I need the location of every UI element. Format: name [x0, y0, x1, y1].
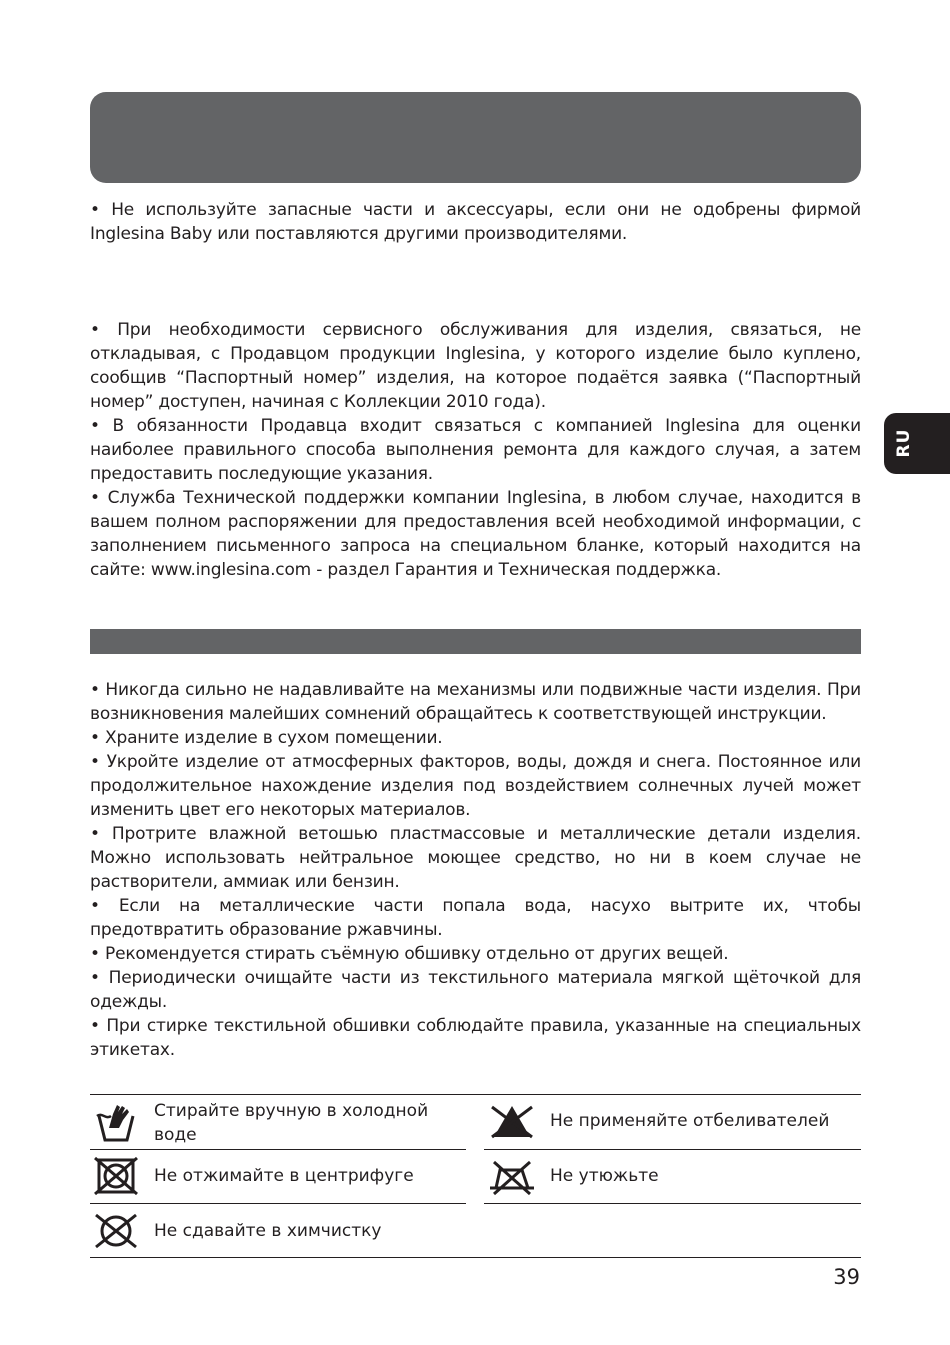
no-dry-clean-icon	[91, 1209, 141, 1253]
paragraph: • Укройте изделие от атмосферных факторов, воды, дождя и снега. Постоянное или продолжительное нахождение изделия под воздействием солнечных лучей может изменить цвет его некоторых материалов.	[90, 752, 861, 820]
paragraph: • Если на металлические части попала вода, насухо вытрите их, чтобы предотвратить образование ржавчины.	[90, 896, 861, 940]
paragraph: • В обязанности Продавца входит связаться с компанией Inglesina для оценки наиболее правильного способа выполнения ремонта для каждого случая, а затем предоставить последующие указания.	[90, 416, 862, 484]
care-label: Стирайте вручную в холодной воде	[154, 1101, 429, 1145]
section-header-bar	[90, 92, 861, 183]
paragraph: • Храните изделие в сухом помещении.	[90, 728, 443, 748]
paragraph: • Никогда сильно не надавливайте на механизмы или подвижные части изделия. При возникновения малейших сомнений обращайтесь к соответствующей инструкции.	[90, 680, 861, 724]
paragraph: • Протрите влажной ветошью пластмассовые и металлические детали изделия. Можно использовать нейтральное моющее средство, но ни в коем случае не растворители, аммиак или бензин.	[90, 824, 861, 892]
no-bleach-icon	[487, 1099, 537, 1143]
care-label: Не утюжьте	[550, 1166, 659, 1186]
paragraph: • Не используйте запасные части и аксессуары, если они не одобрены фирмой Inglesina Baby или поставляются другими производителями.	[90, 200, 861, 244]
hand-wash-icon	[91, 1101, 141, 1145]
table-rule	[90, 1094, 861, 1095]
care-label: Не применяйте отбеливателей	[550, 1111, 830, 1131]
service-section	[90, 318, 861, 582]
care-label: Не отжимайте в центрифуге	[154, 1166, 414, 1186]
paragraph: • При стирке текстильной обшивки соблюдайте правила, указанные на специальных этикетах.	[90, 1016, 861, 1060]
care-label: Не сдавайте в химчистку	[154, 1221, 382, 1241]
maintenance-section	[90, 678, 861, 1062]
care-item-hand-wash	[91, 1099, 464, 1147]
care-item-no-bleach	[487, 1099, 829, 1143]
paragraph: • Периодически очищайте части из текстильного материала мягкой щёточкой для одежды.	[90, 968, 861, 1012]
language-tab-label: RU	[894, 428, 914, 458]
spare-parts-warning	[90, 198, 861, 246]
paragraph: • Служба Технической поддержки компании Inglesina, в любом случае, находится в вашем полном распоряжении для предоставления всей необходимой информации, с заполнением письменного запроса на специальном бланке, который находится на сайте: www.inglesina.com - раздел Гарантия и Техническая поддержка.	[90, 488, 861, 580]
table-rule	[90, 1149, 466, 1150]
table-rule	[484, 1203, 861, 1204]
care-item-no-tumble-dry	[91, 1154, 414, 1198]
table-rule	[484, 1149, 861, 1150]
table-rule	[90, 1257, 861, 1258]
no-iron-icon	[487, 1154, 537, 1198]
care-item-no-iron	[487, 1154, 659, 1198]
language-tab	[884, 413, 950, 474]
no-tumble-dry-icon	[91, 1154, 141, 1198]
table-rule	[90, 1203, 466, 1204]
paragraph: • Рекомендуется стирать съёмную обшивку отдельно от других вещей.	[90, 944, 729, 964]
care-symbols-table	[90, 1094, 861, 1258]
care-item-no-dry-clean	[91, 1209, 381, 1253]
page-number: 39	[833, 1265, 860, 1289]
section-divider-bar	[90, 629, 861, 654]
paragraph: • При необходимости сервисного обслуживания для изделия, связаться, не откладывая, с Продавцом продукции Inglesina, у которого изделие было куплено, сообщив “Паспортный номер” изделия, на которое подаётся заявка (“Паспортный номер” доступен, начиная с Коллекции 2010 года).	[90, 320, 861, 412]
